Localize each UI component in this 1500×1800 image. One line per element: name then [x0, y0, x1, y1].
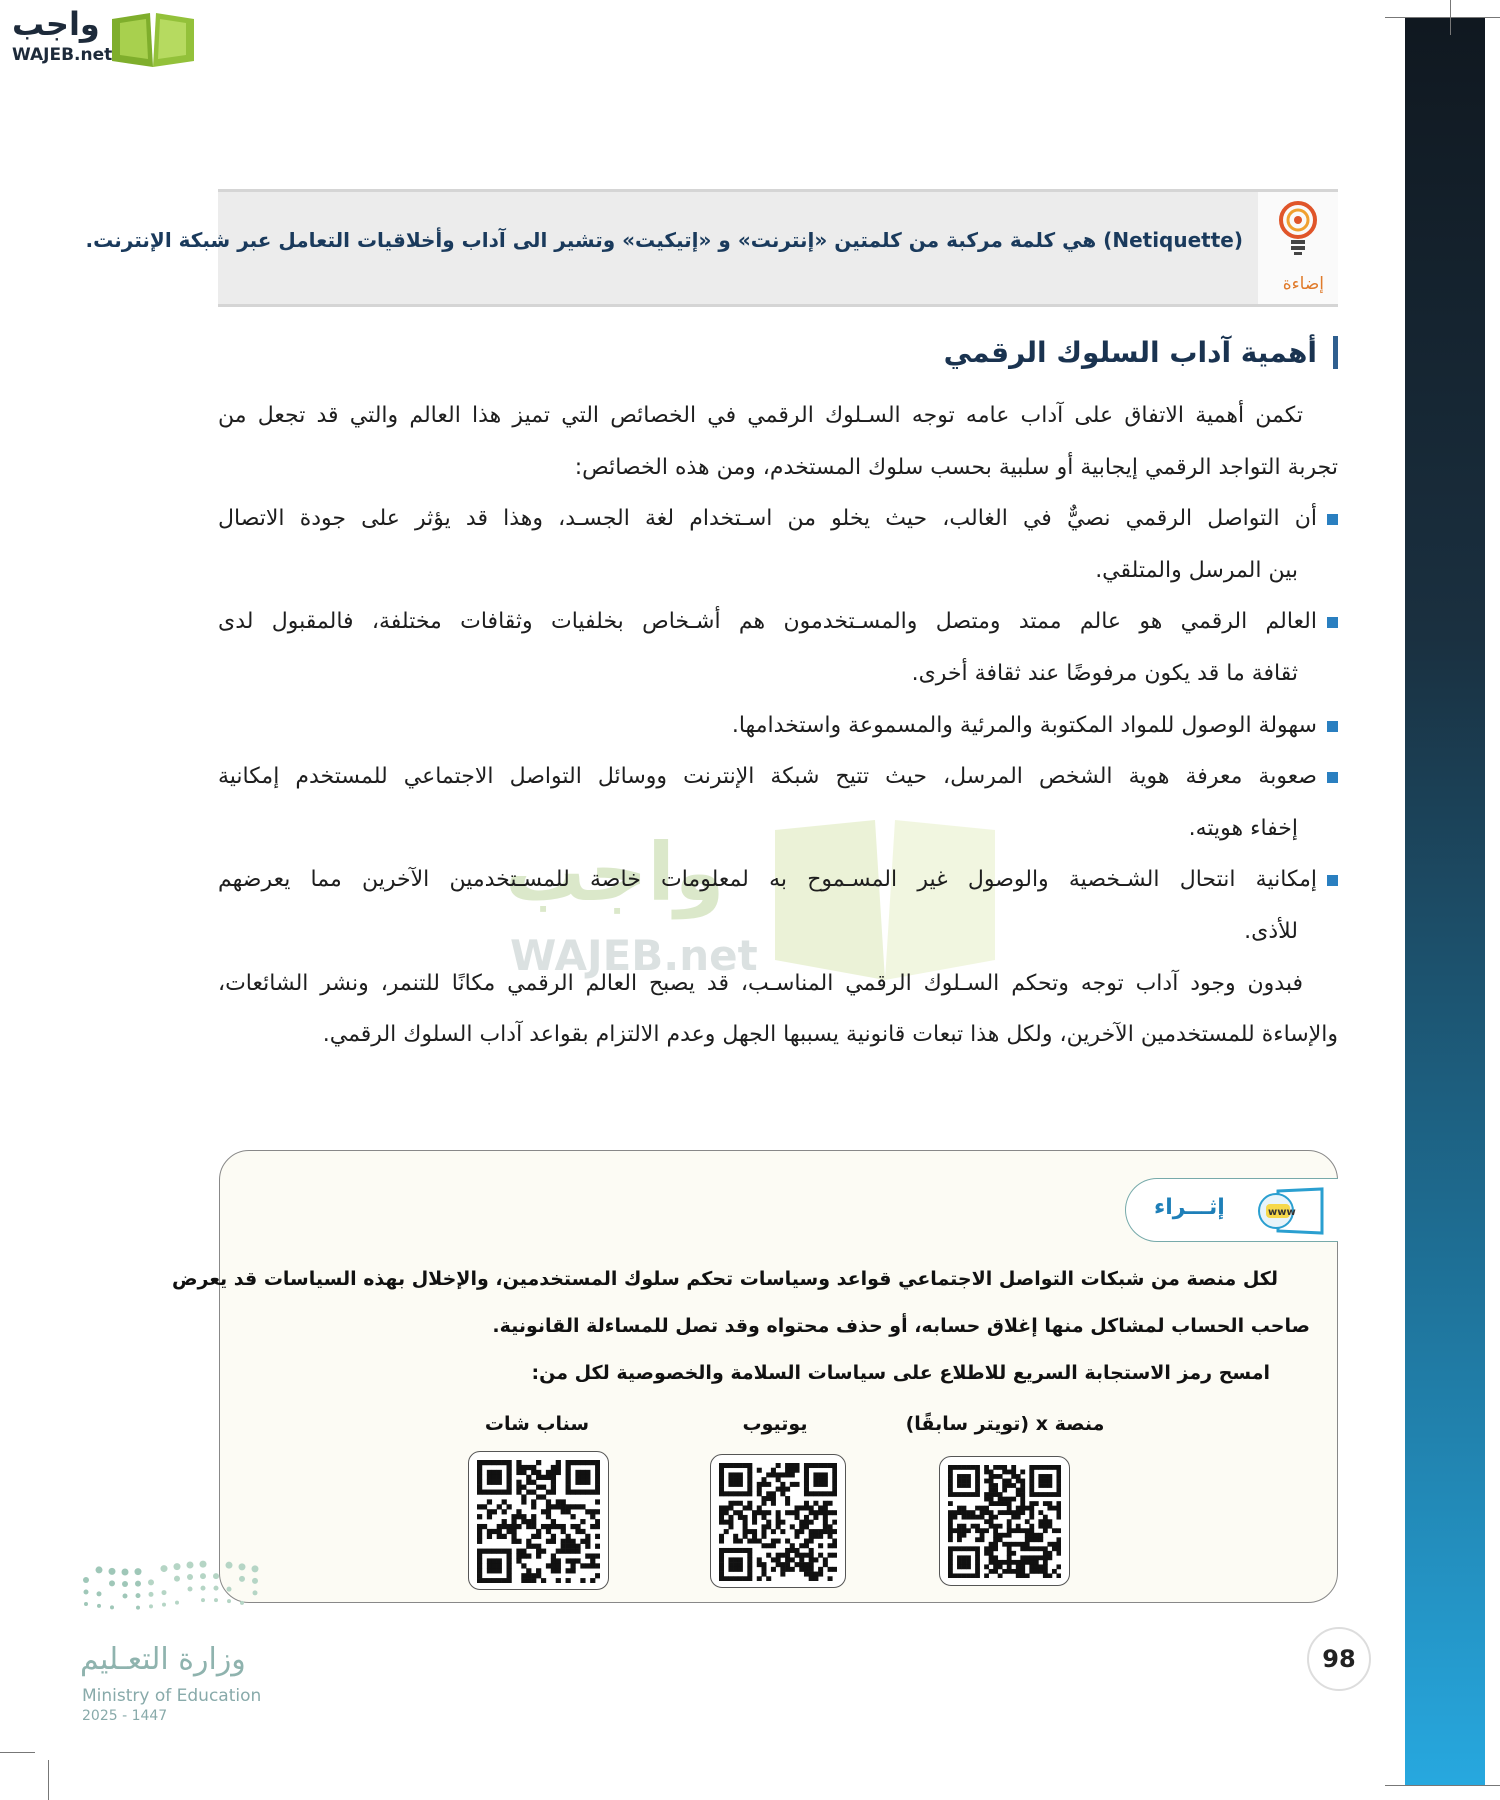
body-line	[218, 661, 1298, 686]
section-title: أهمية آداب السلوك الرقمي	[944, 336, 1338, 369]
crop-mark	[1450, 0, 1451, 35]
body-line-text: بين المرسل والمتلقي.	[1095, 557, 1298, 583]
body-line	[218, 455, 1338, 480]
ministry-english: Ministry of Education	[82, 1686, 262, 1706]
body-line-text: للأذى.	[1244, 919, 1298, 944]
body-line	[218, 403, 1303, 428]
logo-arabic: واجب	[12, 5, 100, 43]
body-line	[218, 558, 1298, 583]
body-line	[218, 764, 1338, 789]
bullet-icon	[1327, 514, 1338, 525]
crop-mark	[1385, 17, 1500, 18]
body-line	[218, 919, 1298, 944]
qr-pattern	[948, 1465, 1061, 1578]
qr-label-youtube: يوتيوب	[742, 1413, 808, 1435]
enrichment-title: إثـــراء	[1154, 1195, 1225, 1220]
body-line-text: إخفاء هويته.	[1188, 815, 1298, 841]
crop-mark	[0, 1752, 35, 1753]
qr-pattern	[477, 1460, 600, 1583]
body-line	[218, 609, 1338, 634]
svg-text:WAJEB.net: WAJEB.net	[510, 931, 758, 980]
body-line-text: والإساءة للمستخدمين الآخرين، ولكل هذا تبعات قانونية يسببها الجهل وعدم الالتزام بقواعد آداب السلوك الرقمي.	[322, 1022, 1338, 1048]
info-side	[1258, 192, 1338, 304]
page-number: 98	[1307, 1627, 1371, 1691]
ministry-year: 2025 - 1447	[82, 1708, 168, 1724]
book-icon	[110, 9, 196, 67]
body-line-text: تجربة التواجد الرقمي إيجابية أو سلبية بحسب سلوك المستخدم، ومن هذه الخصائص:	[574, 454, 1338, 480]
body-line	[218, 971, 1303, 996]
qr-label-x: منصة x (تويتر سابقًا)	[905, 1413, 1105, 1435]
qr-code-youtube[interactable]	[710, 1454, 846, 1588]
body-line-text: تكمن أهمية الاتفاق على آداب عامه توجه السـلوك الرقمي في الخصائص التي تميز هذا العالم والتي قد تجعل من	[218, 403, 1303, 428]
crop-mark	[1385, 1785, 1500, 1786]
enrichment-paragraph-2: صاحب الحساب لمشاكل منها إغلاق حسابه، أو حذف محتواه وقد تصل للمساءلة القانونية.	[492, 1315, 1310, 1337]
wajeb-logo	[10, 5, 190, 67]
body-line-text: إمكانية انتحال الشـخصية والوصول غير المسـموح به لمعلومات خاصة للمسـتخدمين الآخرين مما يعرضهم	[218, 867, 1317, 893]
svg-text:واجب: واجب	[505, 826, 725, 919]
ministry-arabic: وزارة التعـليم	[80, 1642, 246, 1677]
body-line-text: أن التواصل الرقمي نصيٌّ في الغالب، حيث يخلو من اسـتخدام لغة الجسـد، وهذا قد يؤثر على جودة الاتصال	[218, 506, 1317, 532]
body-line	[218, 506, 1338, 531]
qr-code-x[interactable]	[939, 1456, 1070, 1586]
body-line	[218, 713, 1338, 738]
watermark	[505, 820, 1025, 980]
logo-latin: WAJEB.net	[12, 45, 113, 65]
body-line-text: سهولة الوصول للمواد المكتوبة والمرئية والمسموعة واستخدامها.	[731, 712, 1317, 738]
body-line-text: العالم الرقمي هو عالم ممتد ومتصل والمسـتخدمون هم أشـخاص بخلفيات وثقافات مختلفة، فالمقبول لدى	[218, 609, 1317, 635]
info-text: (Netiquette) هي كلمة مركبة من كلمتين «إنترنت» و «إتيكيت» وتشير الى آداب وأخلاقيات التعامل عبر شبكة الإنترنت.	[85, 228, 1243, 252]
qr-pattern	[719, 1463, 837, 1581]
bullet-icon	[1327, 617, 1338, 628]
ministry-dots-emblem	[80, 1560, 270, 1620]
ministry-logo	[80, 1560, 270, 1725]
qr-label-snapchat: سناب شات	[484, 1413, 590, 1435]
crop-mark	[48, 1760, 49, 1800]
info-label: إضاءة	[1282, 274, 1324, 294]
side-color-bar	[1405, 17, 1485, 1785]
bullet-icon	[1327, 721, 1338, 732]
qr-code-snapchat[interactable]	[468, 1451, 609, 1590]
web-book-icon	[1258, 1187, 1326, 1235]
enrichment-paragraph-1: لكل منصة من شبكات التواصل الاجتماعي قواعد وسياسات تحكم سلوك المستخدمين، والإخلال بهذه السياسات قد يعرض	[171, 1268, 1278, 1290]
body-line	[218, 816, 1298, 841]
body-line-text: ثقافة ما قد يكون مرفوضًا عند ثقافة أخرى.	[911, 661, 1298, 686]
bullet-icon	[1327, 772, 1338, 783]
svg-text:www: www	[1268, 1207, 1296, 1218]
enrichment-instruction: امسح رمز الاستجابة السريع للاطلاع على سياسات السلامة والخصوصية لكل من:	[531, 1362, 1270, 1384]
bullet-icon	[1327, 875, 1338, 886]
lightbulb-icon	[1278, 200, 1318, 258]
enrichment-tab	[1125, 1178, 1338, 1242]
info-box	[85, 189, 1338, 307]
body-line-text: فبدون وجود آداب توجه وتحكم السـلوك الرقمي المناسـب، قد يصبح العالم الرقمي مكانًا للتنمر، ونشر الشائعات،	[218, 970, 1303, 996]
body-line-text: صعوبة معرفة هوية الشخص المرسل، حيث تتيح شبكة الإنترنت ووسائل التواصل الاجتماعي للمستخدم إمكانية	[218, 764, 1317, 790]
body-line	[218, 867, 1338, 892]
body-line	[218, 1022, 1338, 1047]
